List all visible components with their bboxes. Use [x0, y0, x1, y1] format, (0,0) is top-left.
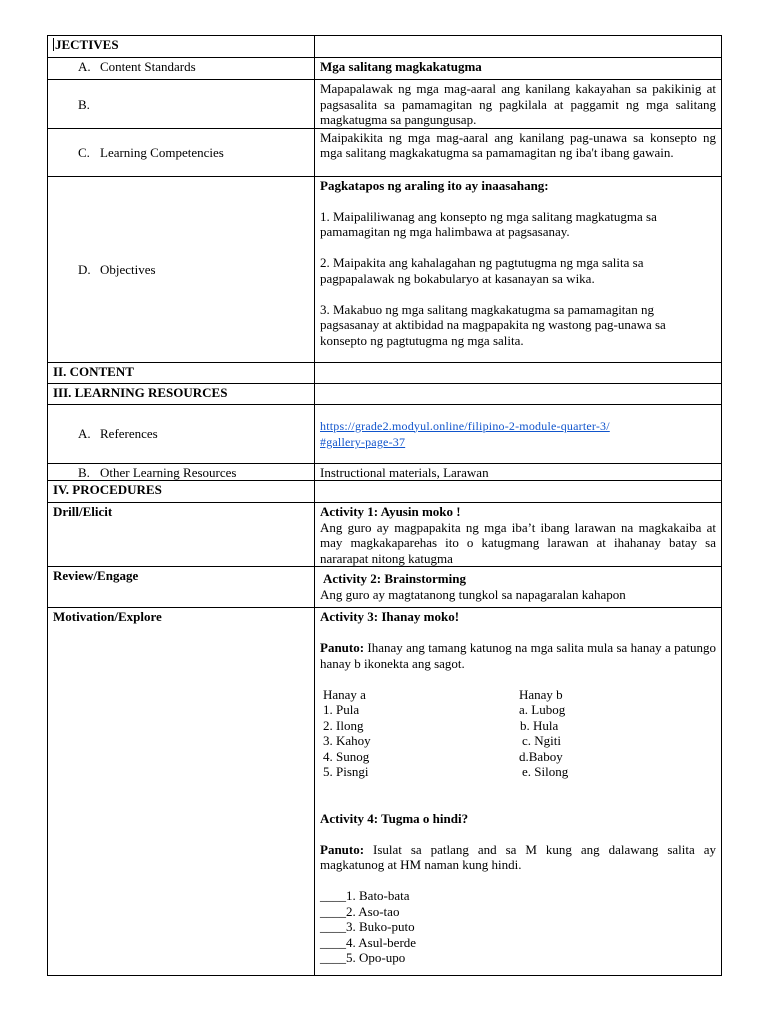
blank-item: ____5. Opo-upo: [320, 950, 406, 965]
review-engage-value: [315, 567, 722, 608]
activity-2-title: Activity 2: Brainstorming: [323, 571, 466, 586]
activity-1-title: Activity 1: Ayusin moko !: [320, 504, 461, 519]
objective-item: 1. Maipaliliwanag ang konsepto ng mga salitang magkatugma sa pamamagitan ng mga halimbawa at pagsasanay.: [320, 208, 657, 239]
objective-item: 3. Makabuo ng mga salitang magkakatugma sa pamamagitan ng pagsasanay at aktibidad na magpapakita ng wastong pag-unawa sa konsepto ng pagtutugma ng mga salita.: [320, 301, 666, 348]
row-label: Learning Competencies: [100, 144, 224, 160]
empty-cell: [315, 36, 722, 58]
performance-standards-value: Mapapalawak ng mga mag-aaral ang kanilang kakayahan sa pakikinig at pagsasalita sa pamamagitan ng pagkilala at paggamit ng mga salitang magkatugma sa pangungusap.: [315, 80, 722, 129]
hanay-a-item: 5. Pisngi: [323, 764, 369, 779]
row-letter: A.: [78, 59, 91, 74]
review-engage-label: Review/Engage: [48, 567, 315, 608]
procedures-heading: IV. PROCEDURES: [48, 481, 315, 503]
activity-3-instructions: [320, 640, 716, 671]
other-resources-value: Instructional materials, Larawan: [315, 463, 722, 481]
row-letter: B.: [78, 464, 90, 480]
drill-elicit-value: [315, 503, 722, 567]
hanay-b-item: c. Ngiti: [522, 733, 561, 748]
panuto-text: Isulat sa patlang and sa M kung ang dalawang salita ay magkatunog at HM naman kung hindi.: [320, 841, 717, 872]
hanay-a-column: [320, 687, 519, 780]
objectives-heading-text: JECTIVES: [55, 37, 119, 52]
empty-cell: [315, 362, 722, 383]
row-label: References: [100, 426, 158, 442]
panuto-label: Panuto:: [320, 640, 365, 655]
objectives-label: [48, 176, 315, 362]
references-value: [315, 404, 722, 463]
row-label: Other Learning Resources: [100, 464, 237, 480]
text-cursor: [53, 38, 54, 51]
content-heading: II. CONTENT: [48, 362, 315, 383]
reference-link[interactable]: [320, 419, 610, 450]
activity-3-title: Activity 3: Ihanay moko!: [320, 609, 460, 624]
performance-standards-label: [48, 80, 315, 129]
row-letter: A.: [78, 426, 91, 442]
learning-competencies-label: [48, 128, 315, 176]
reference-link-line1: https://grade2.modyul.online/filipino-2-module-quarter-3/: [320, 418, 610, 433]
references-label: [48, 404, 315, 463]
content-standards-label: [48, 58, 315, 80]
blank-item: ____3. Buko-puto: [320, 919, 415, 934]
drill-elicit-label: Drill/Elicit: [48, 503, 315, 567]
objective-item: 2. Maipakita ang kahalagahan ng pagtutugma ng mga salita sa pagpapalawak ng bokabularyo at kasanayan sa wika.: [320, 255, 644, 286]
hanay-b-item: a. Lubog: [519, 702, 566, 717]
hanay-a-header: Hanay a: [323, 686, 366, 702]
empty-cell: [315, 383, 722, 404]
hanay-b-header: Hanay b: [519, 686, 563, 702]
row-label: Objectives: [100, 261, 156, 277]
hanay-a-item: 1. Pula: [323, 702, 360, 717]
activity-4-title: Activity 4: Tugma o hindi?: [320, 810, 469, 826]
learning-competencies-value: Maipakikita ng mga mag-aaral ang kanilang pag-unawa sa konsepto ng mga salitang magkakatugma sa pamamagitan ng iba't ibang gawain.: [315, 128, 722, 176]
lesson-plan-table: [47, 35, 722, 976]
row-letter: D.: [78, 261, 91, 277]
objectives-heading: [48, 36, 315, 58]
objectives-value: [315, 176, 722, 362]
activity-1-text: Ang guro ay magpapakita ng mga iba’t ibang larawan na magkakaiba at may magkakaparehas ito o katugmang larawan at ihahanay batay sa nararapat nitong katugma: [320, 519, 716, 566]
hanay-b-item: d.Baboy: [519, 748, 563, 764]
panuto-label: Panuto:: [320, 841, 365, 857]
row-letter: B.: [78, 96, 90, 112]
panuto-text: Ihanay ang tamang katunog na mga salita mula sa hanay a patungo hanay b ikonekta ang sagot.: [320, 640, 717, 671]
hanay-a-item: 3. Kahoy: [323, 733, 371, 748]
reference-link-line2: #gallery-page-37: [320, 435, 406, 449]
activity-4-instructions: [320, 842, 716, 873]
content-standards-value: Mga salitang magkakatugma: [315, 58, 722, 80]
activity-2-text: Ang guro ay magtatanong tungkol sa napagaralan kahapon: [320, 586, 626, 602]
row-letter: C.: [78, 144, 90, 160]
row-label: Content Standards: [100, 59, 196, 74]
hanay-b-item: e. Silong: [522, 764, 569, 779]
blank-item: ____4. Asul-berde: [320, 934, 417, 950]
blank-item: ____1. Bato-bata: [320, 888, 410, 903]
motivation-explore-label: Motivation/Explore: [48, 608, 315, 976]
hanay-b-column: [519, 687, 709, 780]
hanay-b-item: b. Hula: [520, 717, 559, 733]
motivation-explore-value: [315, 608, 722, 976]
learning-resources-heading: III. LEARNING RESOURCES: [48, 383, 315, 404]
hanay-columns: [320, 687, 716, 780]
hanay-a-item: 4. Sunog: [323, 748, 370, 764]
hanay-a-item: 2. Ilong: [323, 717, 364, 733]
other-resources-label: [48, 463, 315, 481]
objectives-intro: Pagkatapos ng araling ito ay inaasahang:: [320, 177, 549, 193]
empty-cell: [315, 481, 722, 503]
blank-item: ____2. Aso-tao: [320, 903, 400, 919]
